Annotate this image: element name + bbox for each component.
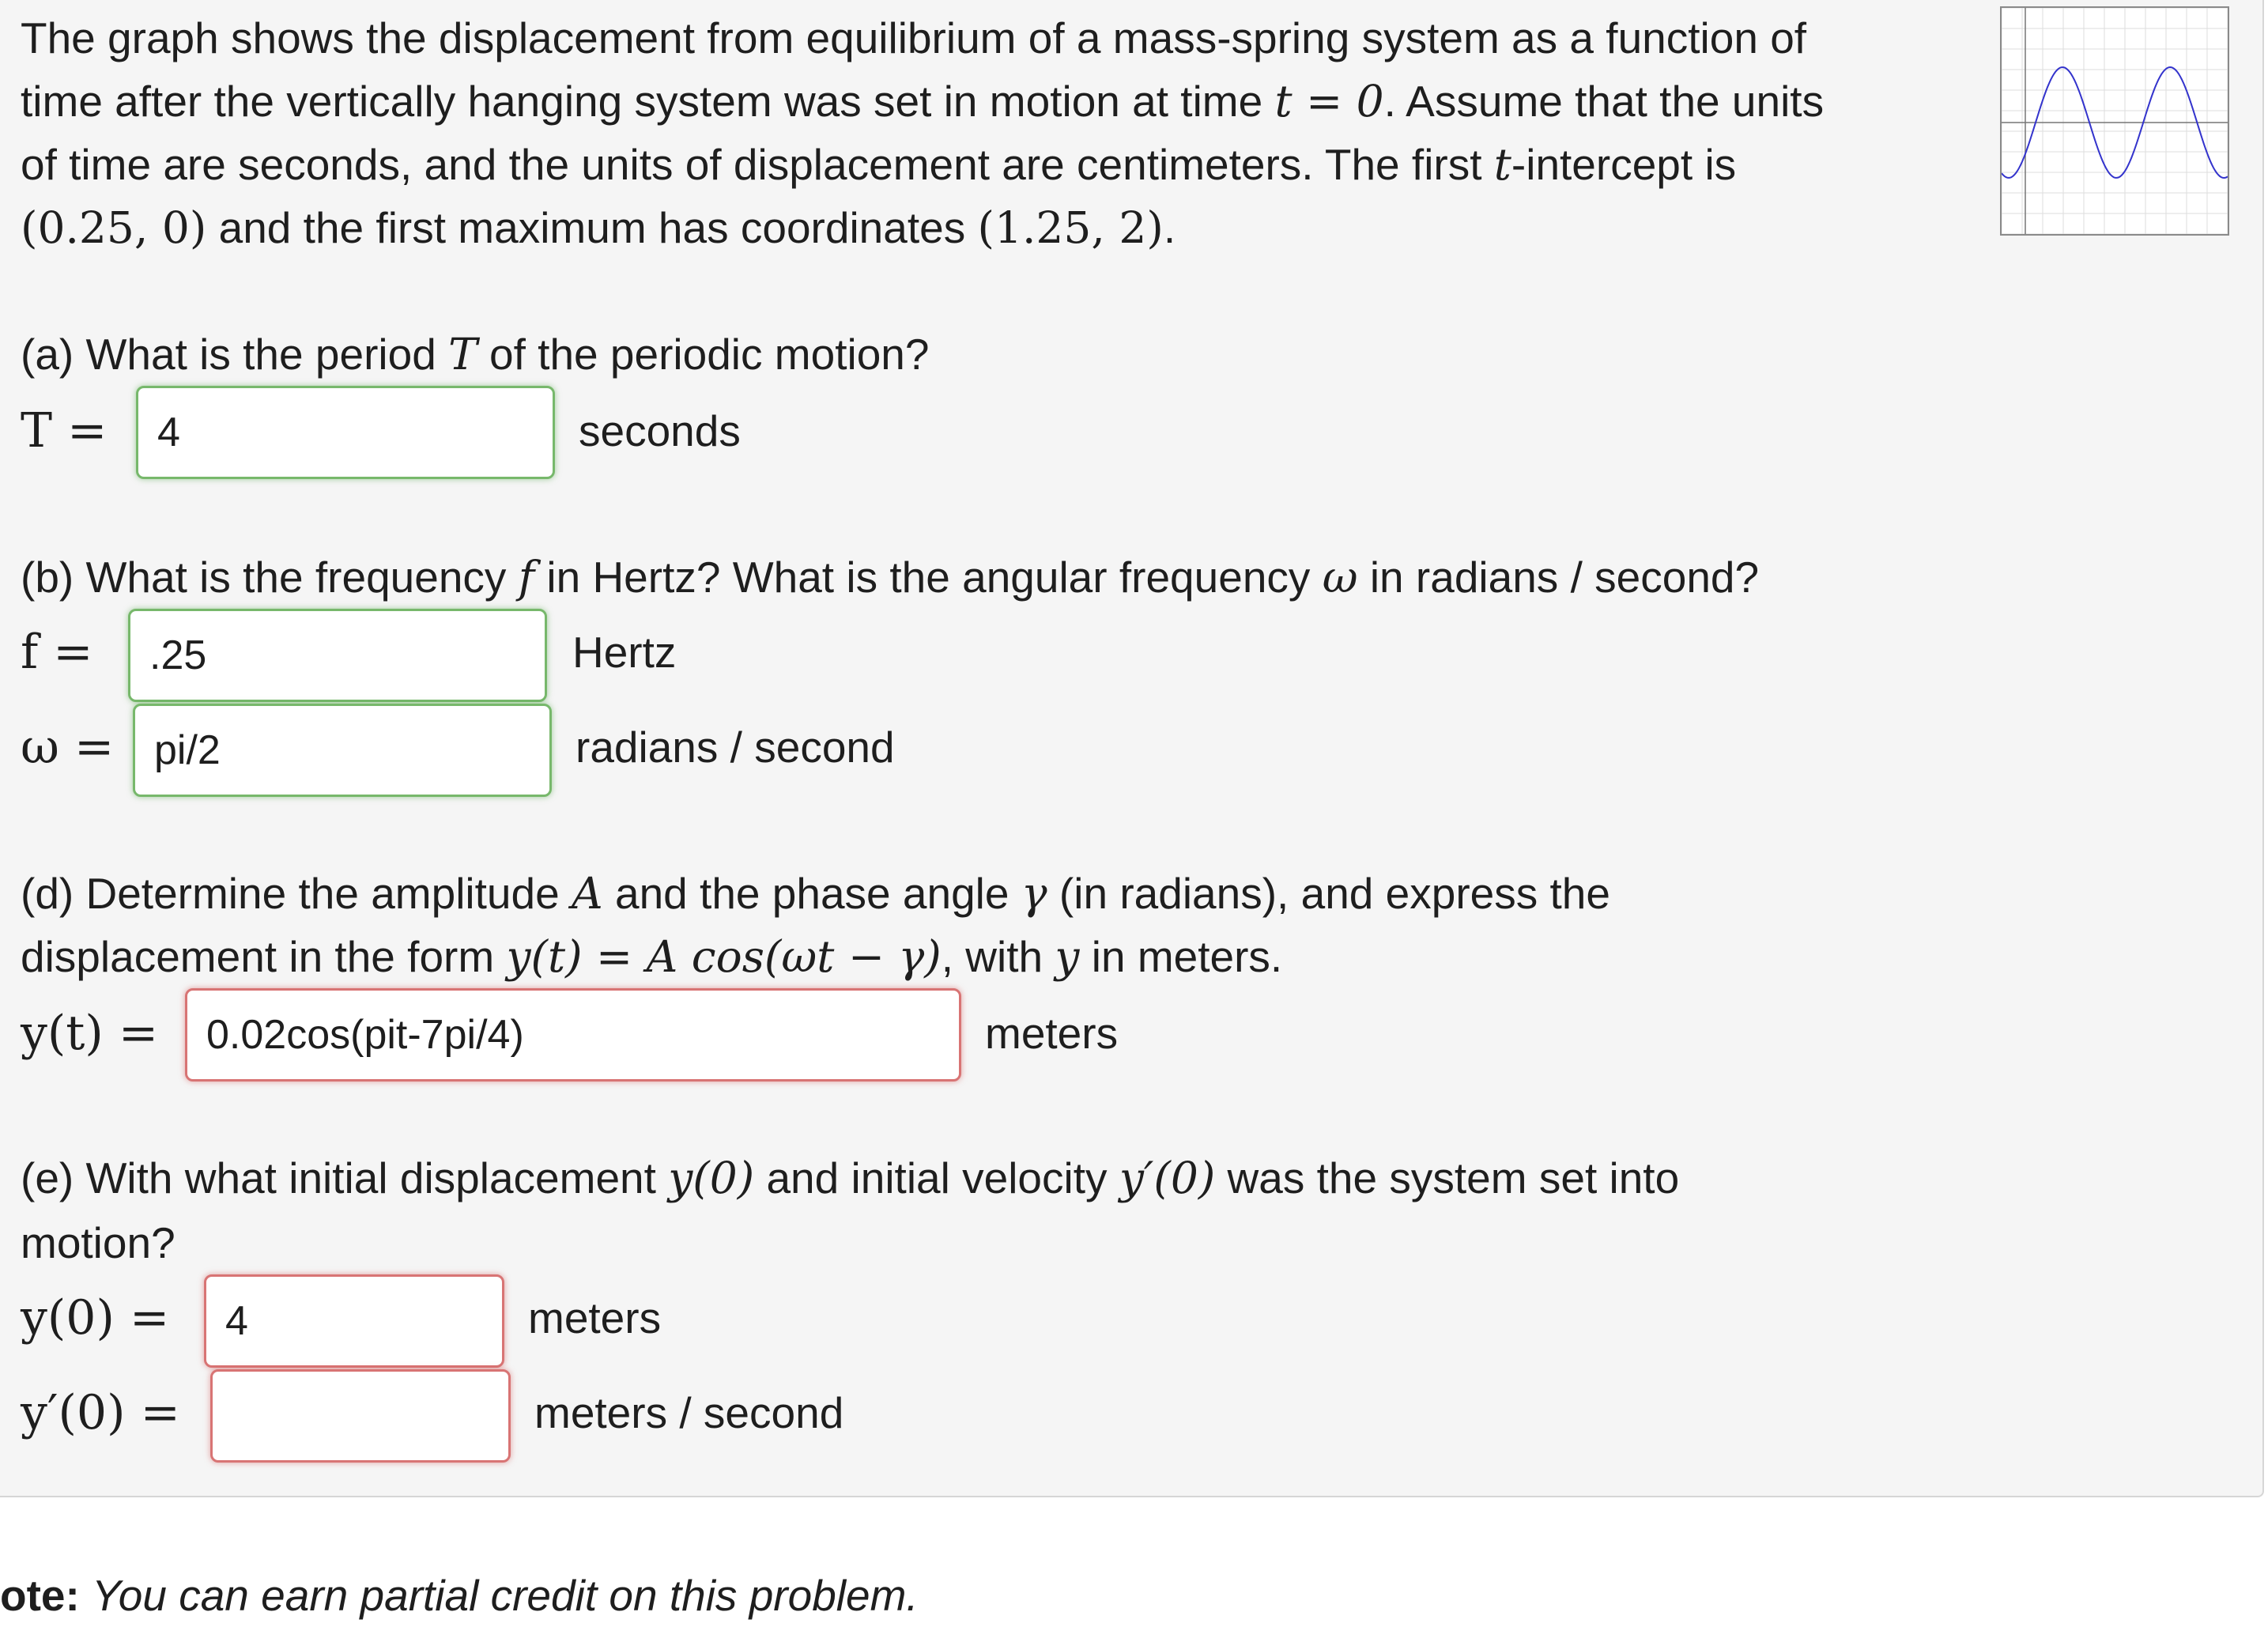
intro-text: The graph shows the displacement from equilibrium of a mass-spring system as a function of (21, 13, 1807, 62)
period-input[interactable] (136, 386, 555, 479)
intro-line-2 (21, 70, 1824, 133)
math-y0: y(0) (668, 1153, 755, 1203)
math-T: T (448, 329, 477, 379)
math-f: f (518, 552, 535, 602)
question-e-line-2 (21, 1211, 175, 1274)
angular-frequency-input[interactable] (133, 704, 552, 797)
question-text: , with (941, 932, 1055, 981)
question-a (21, 323, 929, 386)
unit-meters-per-second: meters / second (534, 1388, 844, 1437)
period-value: 4 (157, 410, 180, 455)
initial-velocity-input[interactable] (210, 1369, 511, 1463)
intro-line-1 (21, 6, 1806, 70)
initial-displacement-value: 4 (225, 1298, 248, 1344)
unit-meters: meters (985, 1009, 1119, 1058)
question-text: in Hertz? What is the angular frequency (534, 553, 1323, 602)
label-omega: ω = (21, 719, 115, 775)
label-y-of-t: y(t) = (21, 1006, 159, 1061)
displacement-function-input[interactable] (185, 988, 961, 1082)
question-text: (a) What is the period (21, 330, 449, 379)
math-A: A (571, 868, 603, 919)
frequency-value: .25 (149, 632, 207, 678)
frequency-input[interactable] (128, 609, 547, 702)
initial-displacement-input[interactable] (204, 1274, 504, 1368)
math-intercept: (0.25, 0) (21, 202, 207, 253)
question-text: (b) What is the frequency (21, 553, 519, 602)
question-text: and initial velocity (754, 1153, 1119, 1202)
label-y-prime-0: y′(0) = (21, 1385, 180, 1440)
question-text: displacement in the form (21, 932, 507, 981)
unit-meters: meters (528, 1293, 662, 1342)
note-text: You can earn partial credit on this problem. (92, 1571, 919, 1620)
math-displacement-form: y(t) = A cos(ωt − γ) (506, 931, 942, 982)
displacement-function-value: 0.02cos(pit-7pi/4) (206, 1012, 524, 1058)
question-text: was the system set into (1215, 1153, 1680, 1202)
math-y-prime-0: y′(0) (1119, 1153, 1216, 1203)
math-t-equals-0: t = 0 (1274, 76, 1384, 126)
unit-radians-per-second: radians / second (575, 723, 895, 772)
question-e-line-1 (21, 1146, 1679, 1210)
unit-seconds: seconds (579, 406, 741, 455)
unit-hertz: Hertz (572, 628, 677, 677)
question-d-line-2 (21, 925, 1282, 988)
question-b (21, 545, 1759, 609)
intro-line-3 (21, 133, 1736, 196)
note-label: ote: (0, 1571, 80, 1620)
graph-thumbnail[interactable] (2000, 6, 2229, 236)
intro-text: and the first maximum has coordinates (206, 203, 978, 252)
math-omega: ω (1322, 552, 1358, 602)
intro-text: -intercept is (1511, 140, 1737, 189)
intro-text: . Assume that the units (1383, 77, 1825, 126)
label-f: f = (21, 625, 93, 680)
math-maximum: (1.25, 2) (977, 202, 1164, 253)
intro-text: of time are seconds, and the units of displacement are centimeters. The first (21, 140, 1494, 189)
intro-text: . (1163, 203, 1176, 252)
question-text: (d) Determine the amplitude (21, 869, 572, 918)
question-text: in meters. (1079, 932, 1283, 981)
intro-line-4 (21, 196, 1176, 259)
math-y: y (1055, 931, 1080, 982)
math-t: t (1493, 139, 1511, 190)
displacement-graph (2002, 8, 2228, 234)
question-text: (in radians), and express the (1047, 869, 1610, 918)
label-T: T = (21, 403, 108, 459)
question-d-line-1 (21, 862, 1610, 925)
question-text: in radians / second? (1357, 553, 1760, 602)
label-y0: y(0) = (21, 1290, 170, 1346)
question-text: and the phase angle (602, 869, 1021, 918)
partial-credit-note (0, 1564, 919, 1627)
question-text: of the periodic motion? (477, 330, 930, 379)
intro-text: time after the vertically hanging system was set in motion at time (21, 77, 1275, 126)
question-text: (e) With what initial displacement (21, 1153, 669, 1202)
math-gamma: γ (1021, 868, 1047, 919)
question-text: motion? (21, 1218, 175, 1267)
angular-frequency-value: pi/2 (154, 727, 221, 773)
